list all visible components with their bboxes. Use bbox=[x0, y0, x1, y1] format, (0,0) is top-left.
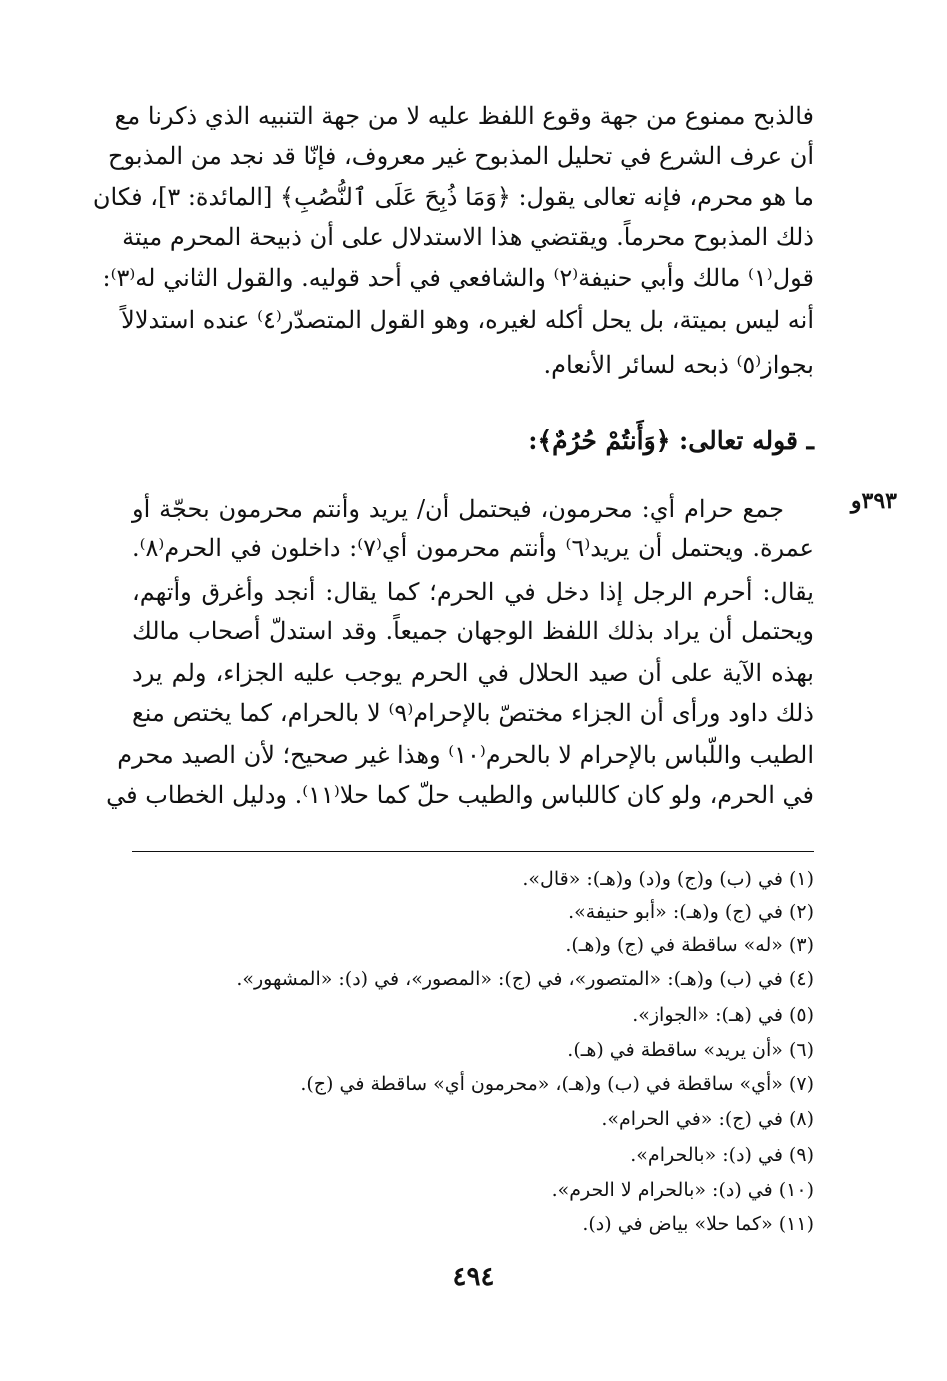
footnote: (١) في (ب) و(ج) و(د) و(هـ): «قال». bbox=[522, 868, 814, 890]
body-line: ويحتمل أن يراد بذلك اللفظ الوجهان جميعاً. وقد استدلّ أصحاب مالك bbox=[132, 617, 814, 645]
body-line: أنه ليس بميتة، بل يحل أكله لغيره، وهو القول المتصدّر⁽٤⁾ عنده استدلالاً bbox=[121, 306, 814, 334]
footnote-divider bbox=[132, 851, 814, 852]
footnote: (٢) في (ج) و(هـ): «أبو حنيفة». bbox=[568, 901, 814, 923]
footnote: (٥) في (هـ): «الجواز». bbox=[632, 1004, 814, 1026]
footnote: (٦) «أن يريد» ساقطة في (هـ). bbox=[567, 1039, 814, 1061]
body-line: عمرة. ويحتمل أن يريد⁽٦⁾ وأنتم محرمون أي⁽٧⁾: داخلون في الحرم⁽٨⁾. bbox=[132, 534, 814, 562]
footnote: (٧) «أي» ساقطة في (ب) و(هـ)، «محرمون أي» ساقطة في (ج). bbox=[300, 1073, 814, 1095]
body-line: ما هو محرم، فإنه تعالى يقول: ﴿وَمَا ذُبِحَ عَلَى ٱلنُّصُبِ﴾ [المائدة: ٣]، فكان bbox=[92, 183, 814, 211]
body-line: ذلك داود ورأى أن الجزاء مختصّ بالإحرام⁽٩⁾ لا بالحرام، كما يختص منع bbox=[132, 699, 814, 727]
footnote: (٩) في (د): «بالحرام». bbox=[630, 1144, 814, 1166]
body-line: يقال: أحرم الرجل إذا دخل في الحرم؛ كما يقال: أنجد وأغرق وأتهم، bbox=[132, 578, 814, 606]
body-line: في الحرم، ولو كان كاللباس والطيب حلّ كما حلا⁽١١⁾. ودليل الخطاب في bbox=[106, 781, 814, 809]
body-line: ذلك المذبوح محرماً. ويقتضي هذا الاستدلال على أن ذبيحة المحرم ميتة bbox=[122, 223, 814, 251]
body-line: فالذبح ممنوع من جهة وقوع اللفظ عليه لا من جهة التنبيه الذي ذكرنا مع bbox=[114, 102, 814, 130]
body-line: أن عرف الشرع في تحليل المذبوح غير معروف، فإنّا قد نجد من المذبوح bbox=[108, 142, 814, 170]
folio-marker: ٣٩٣و bbox=[850, 488, 897, 514]
body-line: الطيب واللّباس بالإحرام لا بالحرم⁽١٠⁾ وهذا غير صحيح؛ لأن الصيد محرم bbox=[117, 741, 814, 769]
body-line: جمع حرام أي: محرمون، فيحتمل أن/ يريد وأنتم محرمون بحجّة أو bbox=[132, 495, 784, 523]
footnote: (٣) «له» ساقطة في (ج) و(هـ). bbox=[565, 934, 814, 956]
body-line: قول⁽١⁾ مالك وأبي حنيفة⁽٢⁾ والشافعي في أحد قوليه. والقول الثاني له⁽٣⁾: bbox=[102, 264, 814, 292]
body-line: بجواز⁽٥⁾ ذبحه لسائر الأنعام. bbox=[543, 351, 814, 379]
page-number: ٤٩٤ bbox=[452, 1262, 495, 1292]
section-heading: ـ قوله تعالى: ﴿وَأَنتُمْ حُرُمٌ﴾: bbox=[528, 426, 814, 455]
footnote: (٨) في (ج): «في الحرام». bbox=[601, 1108, 814, 1130]
footnote: (٤) في (ب) و(هـ): «المتصور»، في (ج): «المصور»، في (د): «المشهور». bbox=[236, 968, 814, 990]
body-line: بهذه الآية على أن صيد الحلال في الحرم يوجب عليه الجزاء، ولم يرد bbox=[132, 659, 814, 687]
footnote: (١٠) في (د): «بالحرام لا الحرم». bbox=[551, 1179, 814, 1201]
footnote: (١١) «كما حلا» بياض في (د). bbox=[582, 1213, 814, 1235]
